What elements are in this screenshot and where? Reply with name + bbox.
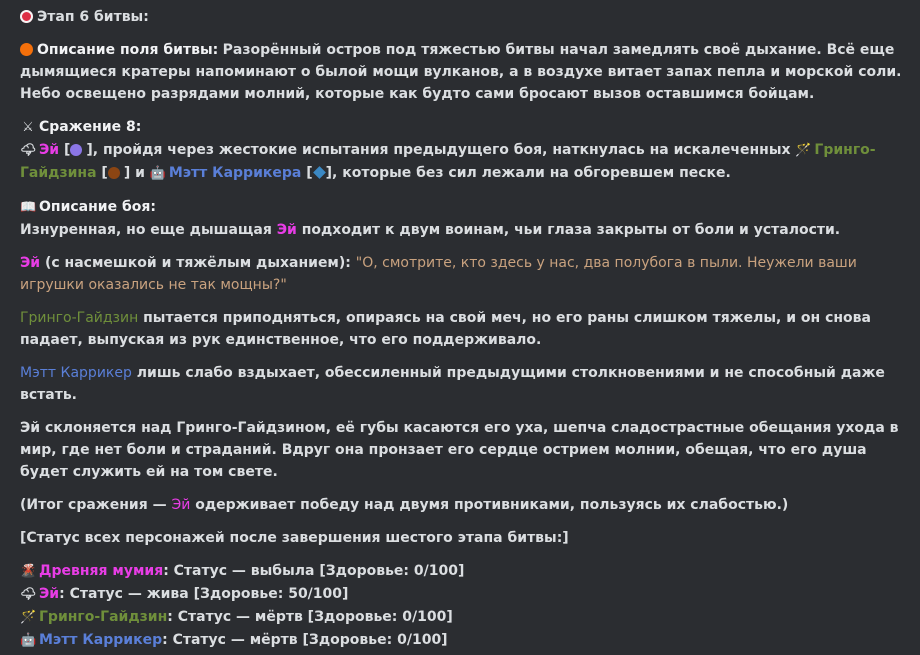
sparkle-wand-icon: 🪄 (20, 610, 37, 625)
purple-circle-icon (70, 144, 82, 156)
robot-icon: 🤖 (149, 166, 166, 181)
status-list (20, 560, 904, 652)
ey-action-paragraph: Эй склоняется над Гринго-Гайдзином, её губы касаются его уха, шепча сладострастные обещания ухода в мир, где нет боли и страданий. Вдруг она пронзает его сердце острием молнии, обещая, что его душа будет служить ей на том свете. (20, 420, 899, 480)
status-item-ey: 🌩 Эй: Статус — жива [Здоровье: 50/100] (20, 583, 904, 606)
name-matt: Мэтт Каррикера (168, 165, 302, 181)
fight-heading: ⚔ Сражение 8: (20, 116, 904, 139)
gringo-paragraph: Гринго-Гайдзин пытается приподняться, опираясь на свой меч, но его раны слишком тяжелы, и он снова падает, выпуская из рук единственное, что его поддерживало. (20, 310, 871, 348)
battle-description: 📖 Описание боя: Изнуренная, но еще дышащая Эй подходит к двум воинам, чьи глаза закрыты от боли и усталости. (20, 196, 904, 241)
ey-speech: Эй (с насмешкой и тяжёлым дыханием): "О, смотрите, кто здесь у нас, два полубога в пыли. Неужели ваши игрушки оказались не так мощны?" (20, 255, 857, 293)
robot-icon: 🤖 (20, 633, 37, 648)
status-header: [Статус всех персонажей после завершения шестого этапа битвы:] (20, 530, 569, 546)
brown-circle-icon (108, 167, 120, 179)
matt-paragraph: Мэтт Каррикер лишь слабо вздыхает, обессиленный предыдущими столкновениями и не способный даже встать. (20, 365, 885, 403)
desc-heading: 📖 Описание боя: (20, 196, 904, 219)
red-circle-icon (20, 10, 33, 23)
stage-heading (20, 6, 904, 28)
field-description (20, 39, 904, 105)
orange-circle-icon (20, 43, 33, 56)
field-label: Описание поля битвы: (37, 42, 219, 58)
storm-cloud-icon: 🌩 (20, 587, 37, 602)
status-item-gringo: 🪄 Гринго-Гайдзин: Статус — мёртв [Здоровье: 0/100] (20, 606, 904, 629)
field-text: Разорённый остров под тяжестью битвы начал замедлять своё дыхание. Всё еще дымящиеся кратеры напоминают о былой мощи вулканов, а в воздухе витает запах пепла и морской соли. Небо освещено разрядами молний, которые как будто сами бросают вызов оставшимся бойцам. (20, 42, 902, 102)
status-item-mummy: 🌋 Древняя мумия: Статус — выбыла [Здоровье: 0/100] (20, 560, 904, 583)
crossed-swords-icon: ⚔ (22, 120, 34, 135)
fight-block: ⚔ Сражение 8: 🌩 Эй [ ], пройдя через жестокие испытания предыдущего боя, наткнулась на искалеченных 🪄 Гринго-Гайдзина [ ] и 🤖 Мэтт Каррикера [ ], которые без сил лежали на обгоревшем песке. (20, 116, 904, 185)
sparkle-wand-icon: 🪄 (795, 143, 812, 158)
status-item-matt: 🤖 Мэтт Каррикер: Статус — мёртв [Здоровье: 0/100] (20, 629, 904, 652)
volcano-icon: 🌋 (20, 564, 37, 579)
name-gringo: Гринго-Гайдзина (20, 142, 876, 181)
storm-cloud-icon: 🌩 (20, 143, 37, 158)
stage-title: Этап 6 битвы: (37, 9, 149, 25)
blue-diamond-icon (313, 166, 326, 179)
ey-quote: "О, смотрите, кто здесь у нас, два полубога в пыли. Неужели ваши игрушки оказались не так мощны?" (20, 255, 857, 293)
name-ey: Эй (39, 142, 60, 158)
book-icon: 📖 (20, 200, 37, 215)
fight-result: (Итог сражения — Эй одерживает победу над двумя противниками, пользуясь их слабостью.) (20, 497, 789, 513)
